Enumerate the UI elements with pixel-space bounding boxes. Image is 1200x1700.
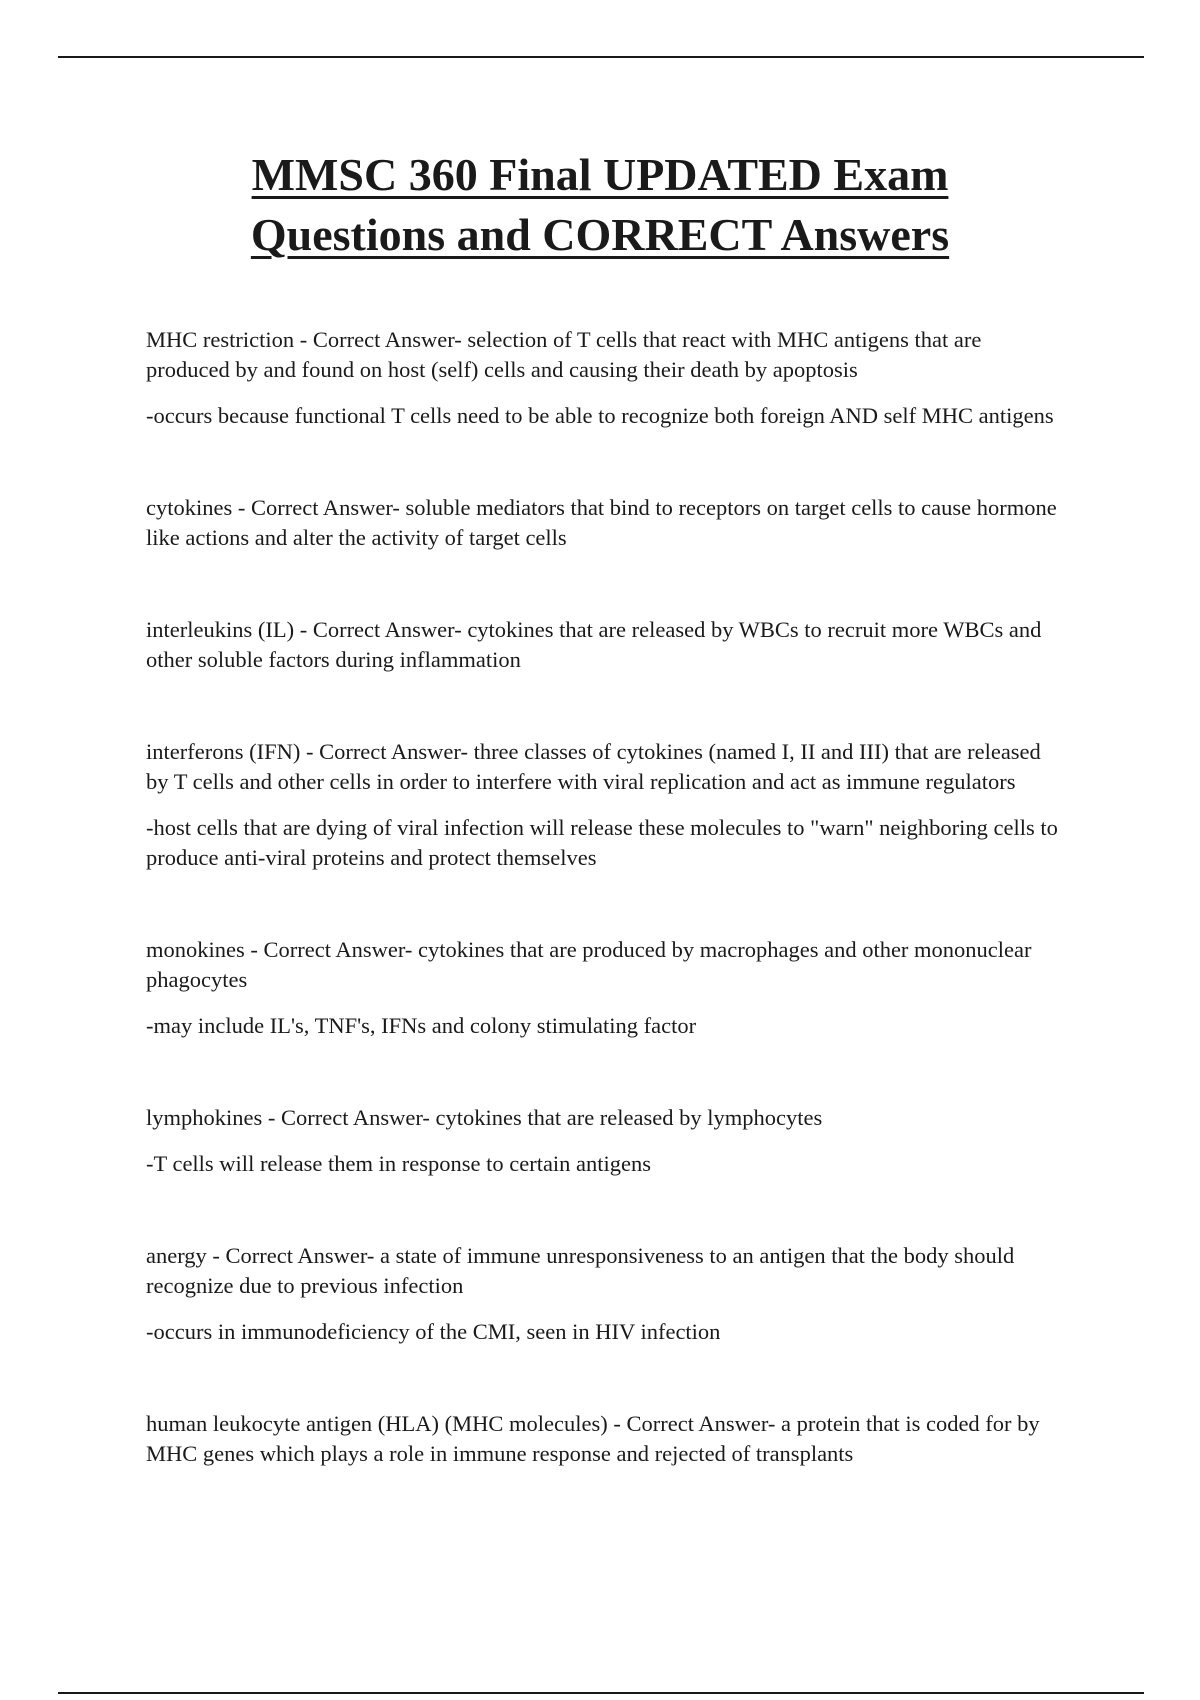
qa-entry-mhc-restriction (146, 325, 1061, 431)
qa-entry-anergy (146, 1241, 1061, 1347)
qa-entry-monokines (146, 935, 1061, 1041)
qa-answer: interleukins (IL) - Correct Answer- cytokines that are released by WBCs to recruit more WBCs and other soluble factors during inflammation (146, 617, 1042, 672)
qa-entry-lymphokines (146, 1103, 1061, 1179)
qa-answer: cytokines - Correct Answer- soluble mediators that bind to receptors on target cells to cause hormone like actions and alter the activity of target cells (146, 495, 1057, 550)
qa-answer: lymphokines - Correct Answer- cytokines that are released by lymphocytes (146, 1105, 823, 1130)
top-rule (58, 56, 1144, 58)
document-title (0, 145, 1200, 265)
qa-entry-cytokines (146, 493, 1061, 553)
qa-answer: human leukocyte antigen (HLA) (MHC molecules) - Correct Answer- a protein that is coded for by MHC genes which plays a role in immune response and rejected of transplants (146, 1411, 1040, 1466)
qa-answer: MHC restriction - Correct Answer- selection of T cells that react with MHC antigens that are produced by and found on host (self) cells and causing their death by apoptosis (146, 327, 982, 382)
qa-note: -host cells that are dying of viral infection will release these molecules to "warn" neighboring cells to produce anti-viral proteins and protect themselves (146, 815, 1058, 870)
qa-note: -may include IL's, TNF's, IFNs and colony stimulating factor (146, 1013, 697, 1038)
qa-note: -occurs because functional T cells need to be able to recognize both foreign AND self MHC antigens (146, 403, 1054, 428)
title-line-1: MMSC 360 Final UPDATED Exam (251, 149, 949, 200)
qa-note: -occurs in immunodeficiency of the CMI, seen in HIV infection (146, 1319, 721, 1344)
qa-entry-interferons (146, 737, 1061, 873)
title-line-2: Questions and CORRECT Answers (250, 209, 950, 260)
qa-list (146, 325, 1061, 1531)
qa-answer: monokines - Correct Answer- cytokines that are produced by macrophages and other mononuclear phagocytes (146, 937, 1032, 992)
qa-entry-hla (146, 1409, 1061, 1469)
qa-entry-interleukins (146, 615, 1061, 675)
bottom-rule (58, 1692, 1144, 1694)
qa-note: -T cells will release them in response to certain antigens (146, 1151, 652, 1176)
qa-answer: anergy - Correct Answer- a state of immune unresponsiveness to an antigen that the body should recognize due to previous infection (146, 1243, 1015, 1298)
qa-answer: interferons (IFN) - Correct Answer- three classes of cytokines (named I, II and III) that are released by T cells and other cells in order to interfere with viral replication and act as immune regulators (146, 739, 1041, 794)
